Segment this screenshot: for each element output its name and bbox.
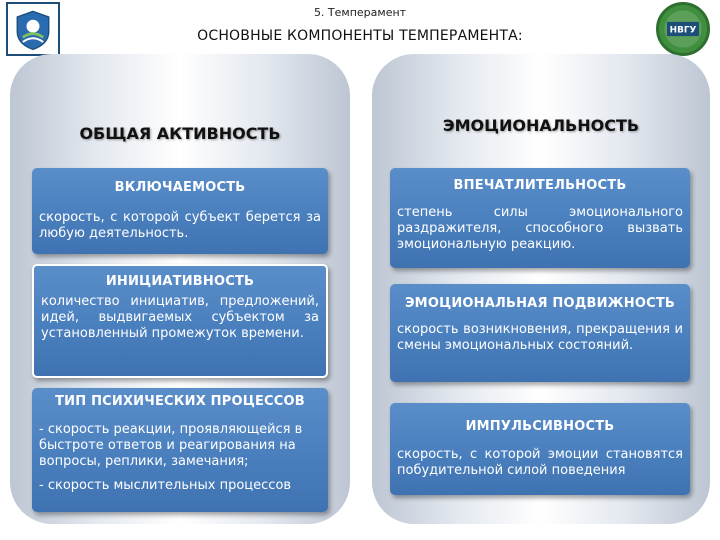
nvgu-emblem-icon bbox=[659, 5, 707, 53]
card-inclusion bbox=[32, 168, 328, 254]
card-impressionability bbox=[390, 168, 690, 268]
card-heading: ВПЕЧАТЛИТЕЛЬНОСТЬ bbox=[453, 178, 627, 193]
card-text: - скорость мыслительных процессов bbox=[39, 478, 292, 493]
card-mental-process-type bbox=[32, 388, 328, 512]
slide-subtitle: 5. Темперамент bbox=[313, 6, 407, 19]
card-initiative bbox=[32, 264, 328, 378]
university-logo-right bbox=[656, 2, 710, 56]
logo-abbreviation: НВГУ bbox=[669, 25, 697, 36]
card-emotional-mobility bbox=[390, 284, 690, 382]
card-heading: ТИП ПСИХИЧЕСКИХ ПРОЦЕССОВ bbox=[55, 394, 305, 409]
card-text: скорость возникновения, прекращения и смены эмоциональных состояний. bbox=[397, 322, 683, 353]
card-heading: ВКЛЮЧАЕМОСТЬ bbox=[114, 180, 246, 195]
card-text: количество инициатив, предложений, идей, выдвигаемых субъектом за установленный промежуток времени. bbox=[41, 294, 319, 341]
card-text: скорость, с которой эмоции становятся побудительной силой поведения bbox=[397, 447, 683, 478]
card-text: скорость, с которой субъект берется за любую деятельность. bbox=[39, 210, 321, 241]
card-text: - скорость реакции, проявляющейся в быстроте ответов и реагирования на вопросы, реплики, замечания; bbox=[39, 422, 303, 469]
card-heading: ИНИЦИАТИВНОСТЬ bbox=[105, 274, 255, 289]
card-text: степень силы эмоционального раздражителя, способного вызвать эмоциональную реакцию. bbox=[397, 205, 683, 252]
card-heading: ЭМОЦИОНАЛЬНАЯ ПОДВИЖНОСТЬ bbox=[404, 296, 676, 311]
card-impulsivity bbox=[390, 403, 690, 495]
slide-title: ОСНОВНЫЕ КОМПОНЕНТЫ ТЕМПЕРАМЕНТА: bbox=[197, 28, 523, 44]
card-heading: ИМПУЛЬСИВНОСТЬ bbox=[465, 419, 615, 434]
right-column-title: ЭМОЦИОНАЛЬНОСТЬ bbox=[442, 116, 640, 135]
left-column-title: ОБЩАЯ АКТИВНОСТЬ bbox=[79, 124, 281, 143]
